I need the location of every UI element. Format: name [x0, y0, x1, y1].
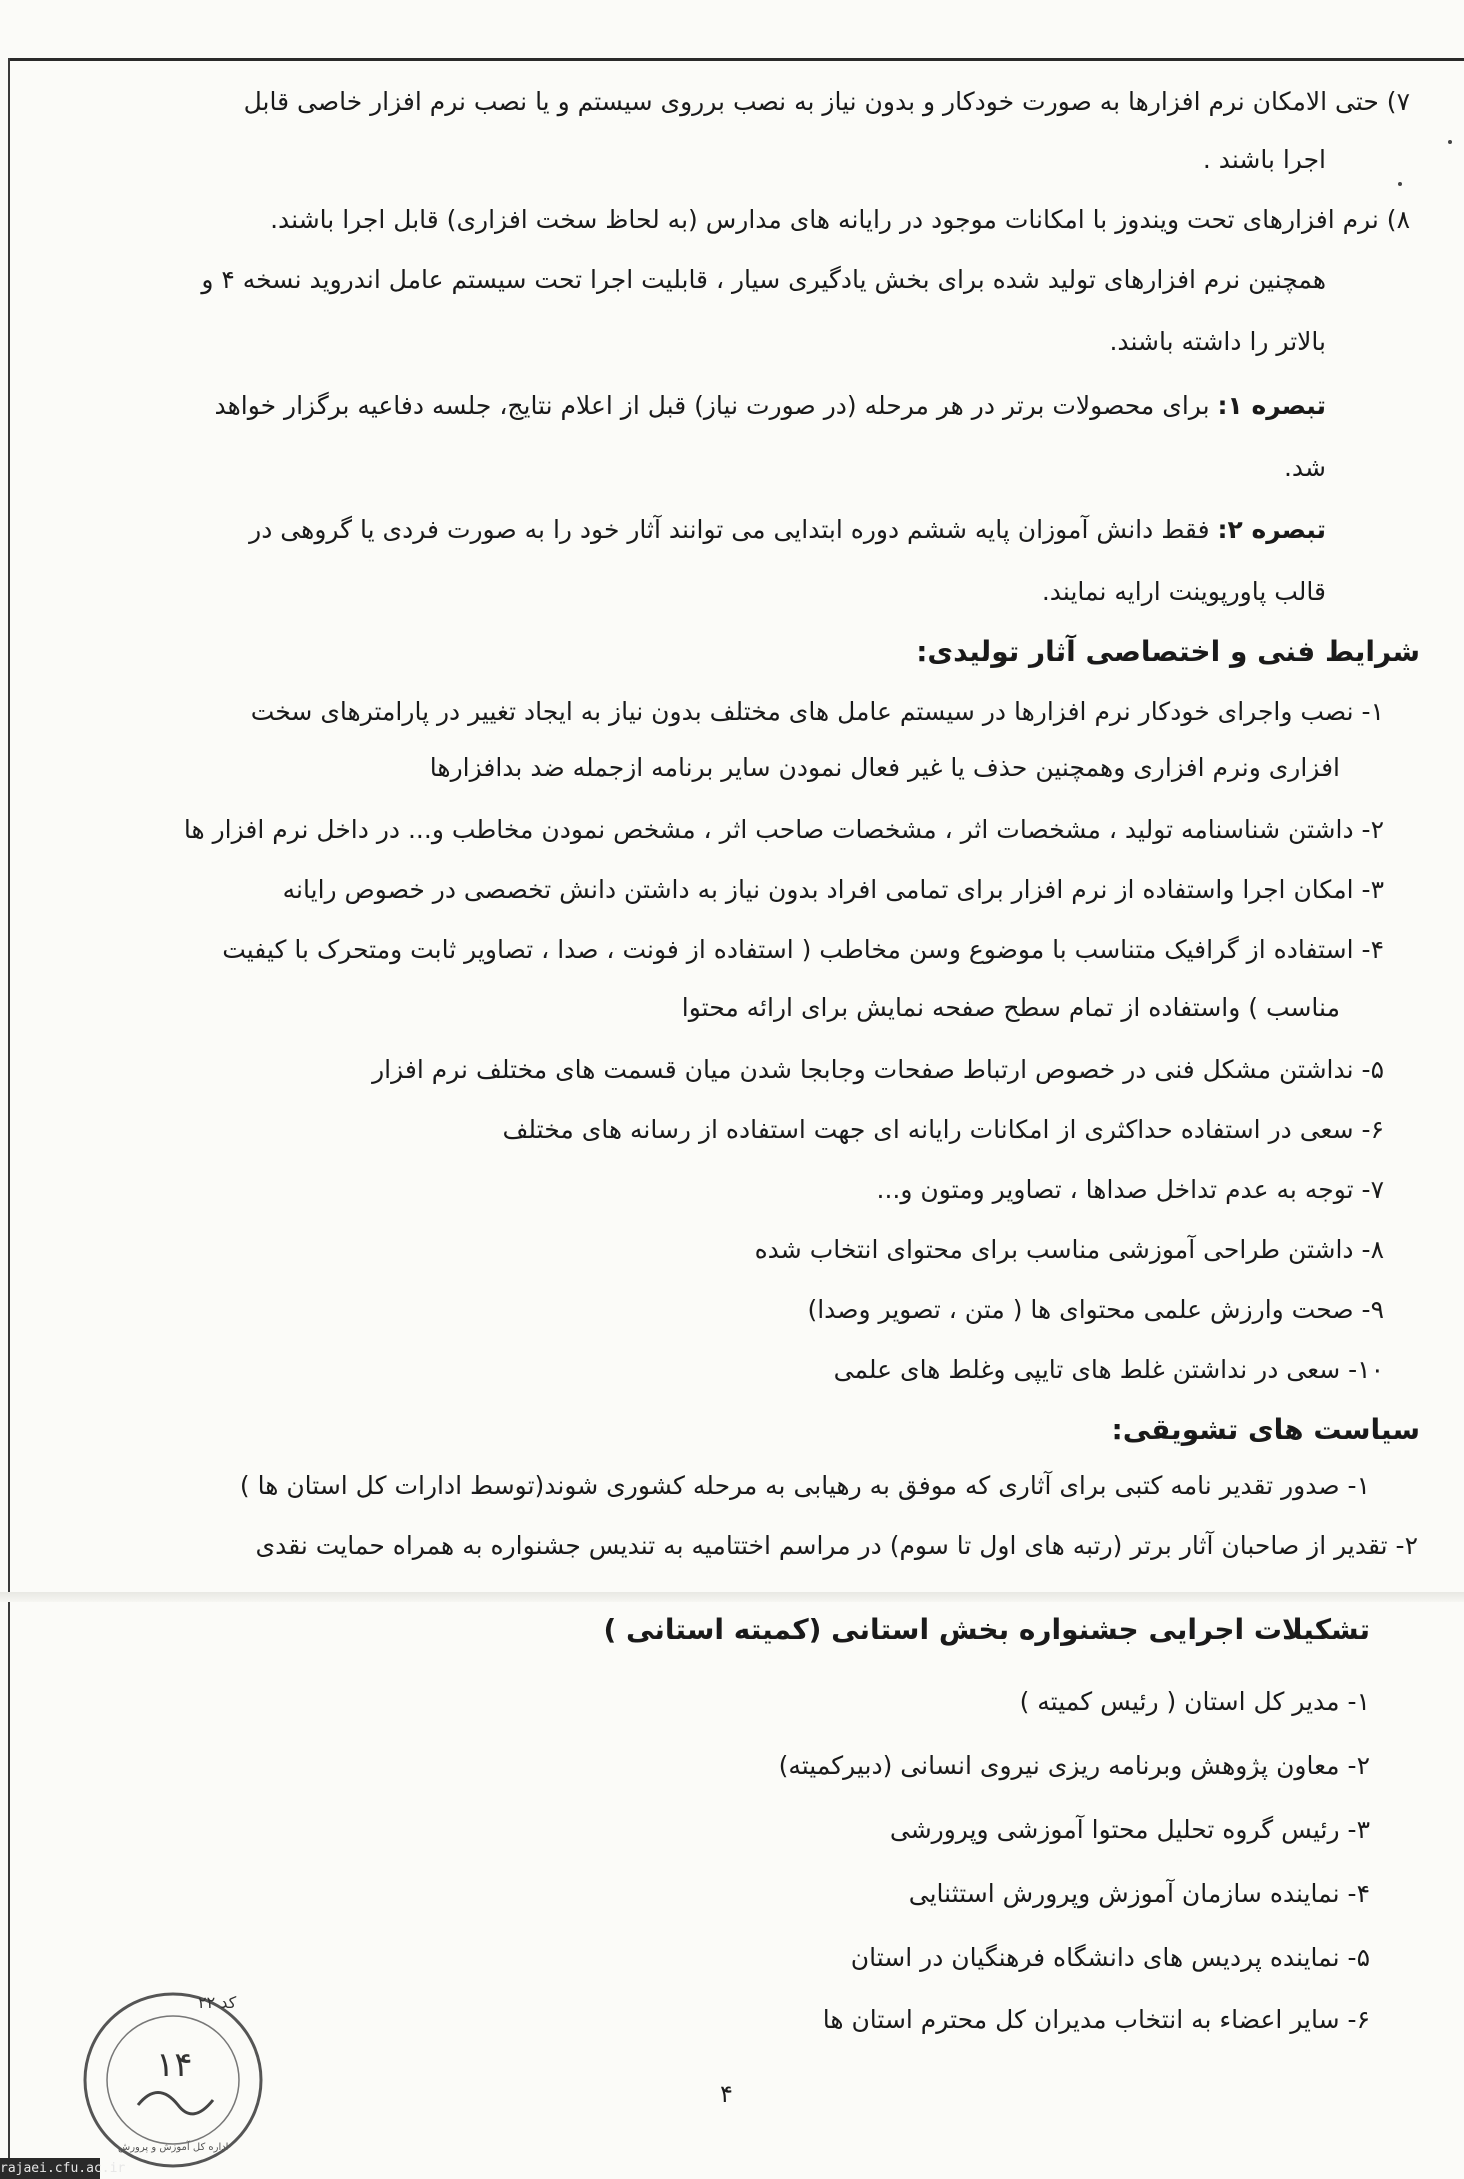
- tech-item-10: ۱۰- سعی در نداشتن غلط های تایپی وغلط های علمی: [833, 1355, 1384, 1384]
- top-border-line: [8, 58, 1464, 61]
- note-2-line-2: قالب پاورپوینت ارایه نمایند.: [1041, 577, 1326, 606]
- section-committee-title: تشکیلات اجرایی جشنواره بخش استانی (کمیته استانی ): [603, 1613, 1370, 1646]
- section-tech-title: شرایط فنی و اختصاصی آثار تولیدی:: [916, 635, 1420, 668]
- item-7-line-2: اجرا باشند .: [1202, 145, 1326, 174]
- stamp-signature-scribble: [138, 2093, 213, 2114]
- incentive-item-1: ۱- صدور تقدیر نامه کتبی برای آثاری که موفق به رهیابی به مرحله کشوری شوند(توسط ادارات کل استان ها ): [239, 1471, 1370, 1500]
- tech-item-8: ۸- داشتن طراحی آموزشی مناسب برای محتوای انتخاب شده: [754, 1235, 1384, 1264]
- tech-item-1-line-1: ۱- نصب واجرای خودکار نرم افزارها در سیستم عامل های مختلف بدون نیاز به ایجاد تغییر در پارامترهای سخت: [250, 697, 1384, 726]
- item-7-line-1: ۷) حتی الامکان نرم افزارها به صورت خودکار و بدون نیاز به نصب برروی سیستم و یا نصب نرم افزار خاصی قابل: [243, 87, 1410, 116]
- note-1-line-2: شد.: [1283, 453, 1326, 482]
- committee-item-3: ۳- رئیس گروه تحلیل محتوا آموزشی وپرورشی: [889, 1815, 1370, 1844]
- stamp-number: ۱۴: [156, 2045, 193, 2085]
- stamp-ring-text: اداره کل آموزش و پرورش: [118, 2142, 229, 2153]
- section-incentive-title: سیاست های تشویقی:: [1111, 1413, 1420, 1446]
- tech-item-4-line-1: ۴- استفاده از گرافیک متناسب با موضوع وسن مخاطب ( استفاده از فونت ، صدا ، تصاویر ثابت ومتحرک با کیفیت: [222, 935, 1384, 964]
- scan-band: [0, 1592, 1464, 1602]
- official-stamp: [78, 1980, 298, 2170]
- scan-speck: [1448, 140, 1452, 144]
- item-8-line-1: ۸) نرم افزارهای تحت ویندوز با امکانات موجود در رایانه های مدارس (به لحاظ سخت افزاری) قابل اجرا باشند.: [270, 205, 1410, 234]
- tech-item-1-line-2: افزاری ونرم افزاری وهمچنین حذف یا غیر فعال نمودن سایر برنامه ازجمله ضد بدافزارها: [429, 753, 1340, 782]
- tech-item-9: ۹- صحت وارزش علمی محتوای ها ( متن ، تصویر وصدا): [807, 1295, 1384, 1324]
- note-1-line-1: تبصره ۱: برای محصولات برتر در هر مرحله (در صورت نیاز) قبل از اعلام نتایج، جلسه دفاعیه برگزار خواهد: [214, 391, 1326, 420]
- committee-item-6: ۶- سایر اعضاء به انتخاب مدیران کل محترم استان ها: [822, 2005, 1370, 2034]
- tech-item-2: ۲- داشتن شناسنامه تولید ، مشخصات اثر ، مشخصات صاحب اثر ، مشخص نمودن مخاطب و... در داخل نرم افزار ها: [183, 815, 1384, 844]
- tech-item-3: ۳- امکان اجرا واستفاده از نرم افزار برای تمامی افراد بدون نیاز به داشتن دانش تخصصی در خصوص رایانه: [282, 875, 1384, 904]
- item-8-line-2: همچنین نرم افزارهای تولید شده برای بخش یادگیری سیار ، قابلیت اجرا تحت سیستم عامل اندروید نسخه ۴ و: [201, 265, 1326, 294]
- incentive-item-2: ۲- تقدیر از صاحبان آثار برتر (رتبه های اول تا سوم) در مراسم اختتامیه به تندیس جشنواره به همراه حمایت نقدی: [255, 1531, 1418, 1560]
- page-number: ۴: [720, 2080, 733, 2108]
- footer-site-tag: rajaei.cfu.ac.ir: [0, 2158, 100, 2179]
- note-2-label: تبصره ۲:: [1217, 515, 1326, 544]
- item-8-line-3: بالاتر را داشته باشند.: [1109, 327, 1326, 356]
- committee-item-5: ۵- نماینده پردیس های دانشگاه فرهنگیان در استان: [850, 1943, 1370, 1972]
- committee-item-4: ۴- نماینده سازمان آموزش وپرورش استثنایی: [908, 1879, 1370, 1908]
- scan-speck: [1398, 182, 1402, 186]
- committee-item-1: ۱- مدیر کل استان ( رئیس کمیته ): [1019, 1687, 1370, 1716]
- tech-item-6: ۶- سعی در استفاده حداکثری از امکانات رایانه ای جهت استفاده از رسانه های مختلف: [502, 1115, 1384, 1144]
- left-border-line: [8, 58, 10, 2170]
- note-2-line-1: تبصره ۲: فقط دانش آموزان پایه ششم دوره ابتدایی می توانند آثار خود را به صورت فردی یا گروهی در: [249, 515, 1326, 544]
- tech-item-7: ۷- توجه به عدم تداخل صداها ، تصاویر ومتون و...: [876, 1175, 1384, 1204]
- tech-item-4-line-2: مناسب ) واستفاده از تمام سطح صفحه نمایش برای ارائه محتوا: [681, 993, 1340, 1022]
- stamp-code: کد ۲۲: [198, 1993, 237, 2012]
- tech-item-5: ۵- نداشتن مشکل فنی در خصوص ارتباط صفحات وجابجا شدن میان قسمت های مختلف نرم افزار: [372, 1055, 1384, 1084]
- note-1-label: تبصره ۱:: [1217, 391, 1326, 420]
- committee-item-2: ۲- معاون پژوهش وبرنامه ریزی نیروی انسانی (دبیرکمیته): [778, 1751, 1370, 1780]
